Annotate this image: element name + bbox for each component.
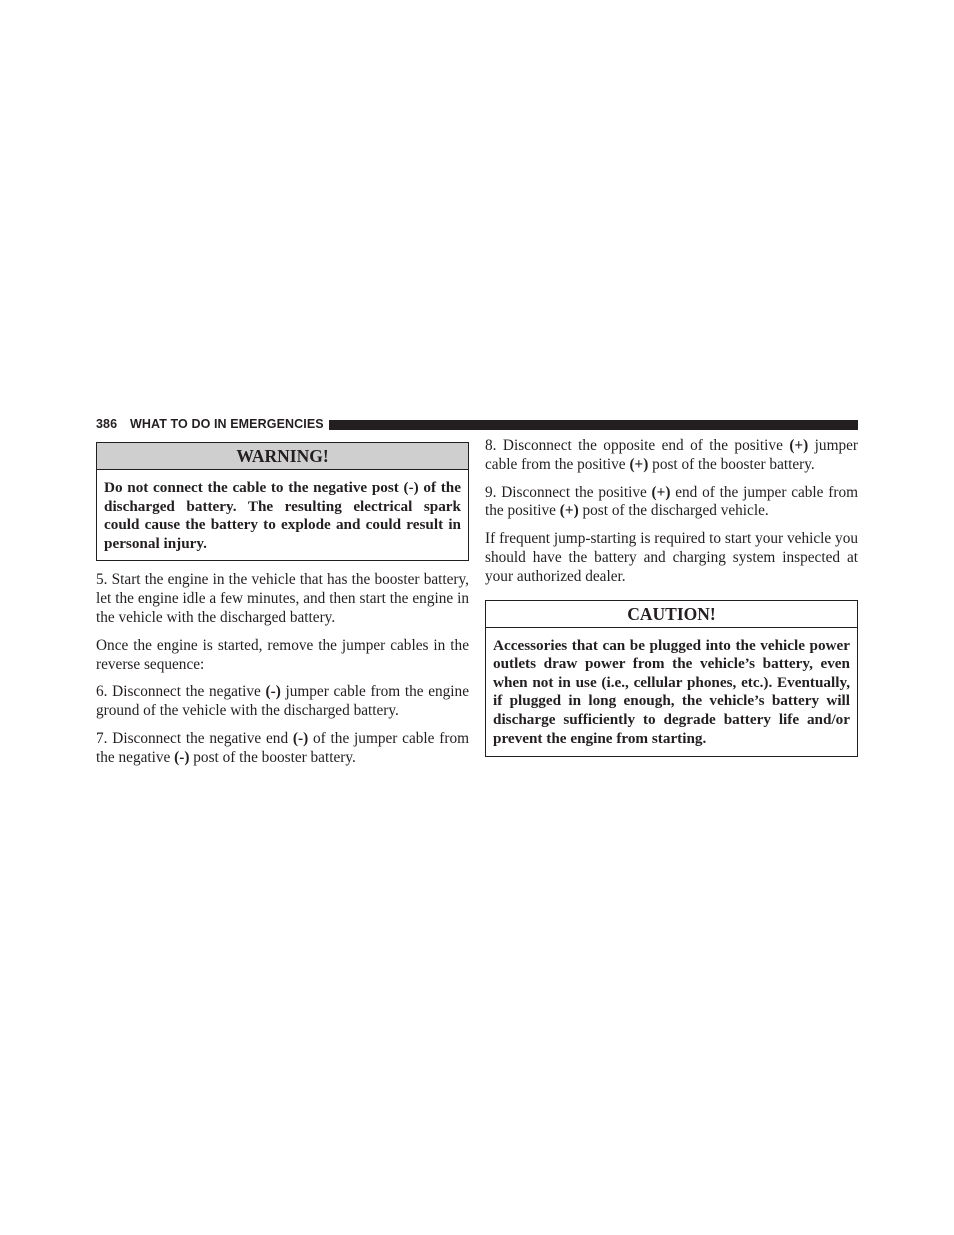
page-number: 386 <box>96 417 118 431</box>
negative-symbol: (-) <box>265 683 281 701</box>
step-7-paragraph <box>96 730 469 768</box>
step-6-text-a: 6. Disconnect the negative <box>96 683 266 701</box>
positive-symbol: (+) <box>559 502 579 520</box>
caution-title: CAUTION! <box>486 601 857 628</box>
step-9-paragraph <box>485 484 858 522</box>
positive-symbol: (+) <box>789 437 809 454</box>
step-9-text-a: 9. Disconnect the positive <box>485 483 652 501</box>
positive-symbol: (+) <box>651 483 671 501</box>
step-9-text-c: post of the discharged vehicle. <box>578 502 769 520</box>
step-8-text-c: post of the booster battery. <box>648 455 815 473</box>
right-column <box>485 437 858 757</box>
warning-title: WARNING! <box>97 443 468 470</box>
step-5-paragraph: 5. Start the engine in the vehicle that has the booster battery, let the engine idle a few minutes, and then start the engine in the vehicle with the discharged battery. <box>96 571 469 626</box>
negative-symbol: (-) <box>292 729 309 747</box>
warning-box <box>96 442 469 561</box>
step-6-paragraph <box>96 683 469 721</box>
step-9-text-b: end of the jumper cable from the positive <box>485 483 858 520</box>
negative-symbol: (-) <box>174 748 190 766</box>
page-header <box>96 417 858 432</box>
positive-symbol: (+) <box>629 455 649 473</box>
caution-text: Accessories that can be plugged into the vehicle power outlets draw power from the vehicle’s battery, even when not in use (i.e., cellular phones, etc.). Eventually, if plugged in long enough, the vehicle’s battery will discharge sufficiently to degrade battery life and/or prevent the engine from starting. <box>493 636 850 747</box>
warning-text: Do not connect the cable to the negative post (-) of the discharged battery. The resulting electrical spark could cause the battery to explode and could result in personal injury. <box>104 479 461 552</box>
step-8-paragraph <box>485 437 858 475</box>
reverse-sequence-paragraph: Once the engine is started, remove the jumper cables in the reverse sequence: <box>96 636 469 673</box>
caution-box <box>485 600 858 758</box>
frequent-jump-start-paragraph: If frequent jump-starting is required to start your vehicle you should have the battery and charging system inspected at your authorized dealer. <box>485 530 858 585</box>
step-8-text-b: jumper cable from the positive <box>485 437 859 473</box>
step-7-text-a: 7. Disconnect the negative end <box>96 729 293 747</box>
header-rule <box>329 420 858 430</box>
step-7-text-c: post of the booster battery. <box>189 748 356 766</box>
step-6-text-b: jumper cable from the engine ground of the vehicle with the discharged battery. <box>96 683 469 720</box>
section-title: WHAT TO DO IN EMERGENCIES <box>130 417 324 431</box>
step-8-text-a: 8. Disconnect the opposite end of the positive <box>485 437 790 454</box>
step-7-text-b: of the jumper cable from the negative <box>96 729 469 766</box>
left-column <box>96 442 469 777</box>
